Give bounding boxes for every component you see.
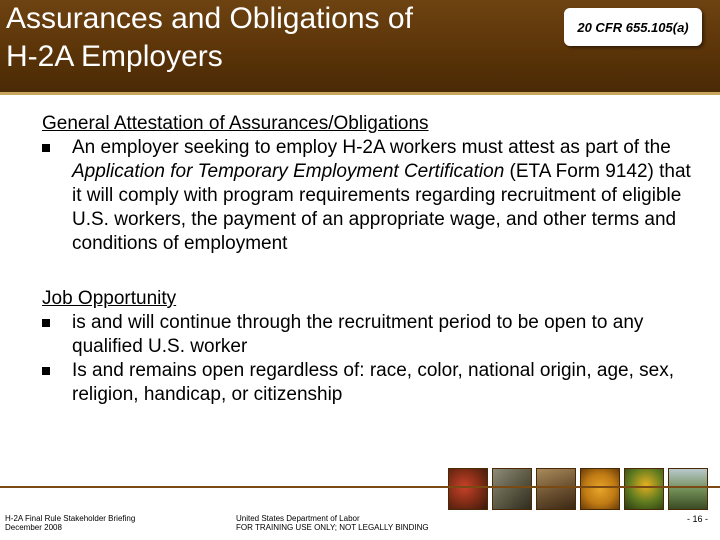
bullet-attestation [42,136,702,256]
footer [0,486,720,540]
bullet-text: Is and remains open regardless of: race, color, national origin, age, sex, religion, handicap, or citizenship [72,360,675,405]
title-line-1: Assurances and Obligations of [6,2,413,35]
bullet-text: is and will continue through the recruitment period to be open to any qualified U.S. worker [72,312,644,357]
bullet-text-italic: Application for Temporary Employment Certification [72,161,505,182]
cfr-reference-badge: 20 CFR 655.105(a) [564,8,702,46]
footer-disclaimer: FOR TRAINING USE ONLY; NOT LEGALLY BINDING [236,523,429,532]
slide-body [42,112,702,407]
footer-agency: United States Department of Labor [236,514,360,523]
spacer [42,256,702,287]
footer-briefing-info [5,514,135,532]
footer-agency-info [236,514,429,532]
header-divider [0,92,720,95]
header-banner [0,0,720,92]
bullet-text-after: (ETA Form 9142) that it will comply with program requirements regarding recruitment of eligible U.S. workers, the payment of an appropriate wage, and other terms and conditions of employment [72,161,691,254]
page-number: - 16 - [686,514,708,524]
bullet-nondiscrimination [42,359,702,407]
footer-briefing-title: H-2A Final Rule Stakeholder Briefing [5,514,136,523]
bullet-open-to-us-workers [42,311,702,359]
slide-title [6,0,526,76]
footer-date: December 2008 [5,523,62,532]
section-heading-attestation: General Attestation of Assurances/Obligations [42,113,429,134]
bullet-square-icon [42,319,50,327]
bullet-square-icon [42,367,50,375]
bullet-square-icon [42,144,50,152]
section-heading-job-opportunity: Job Opportunity [42,288,177,309]
title-line-2: H-2A Employers [6,40,223,73]
bullet-text-before: An employer seeking to employ H-2A workers must attest as part of the [72,137,671,158]
footer-divider [0,486,720,488]
